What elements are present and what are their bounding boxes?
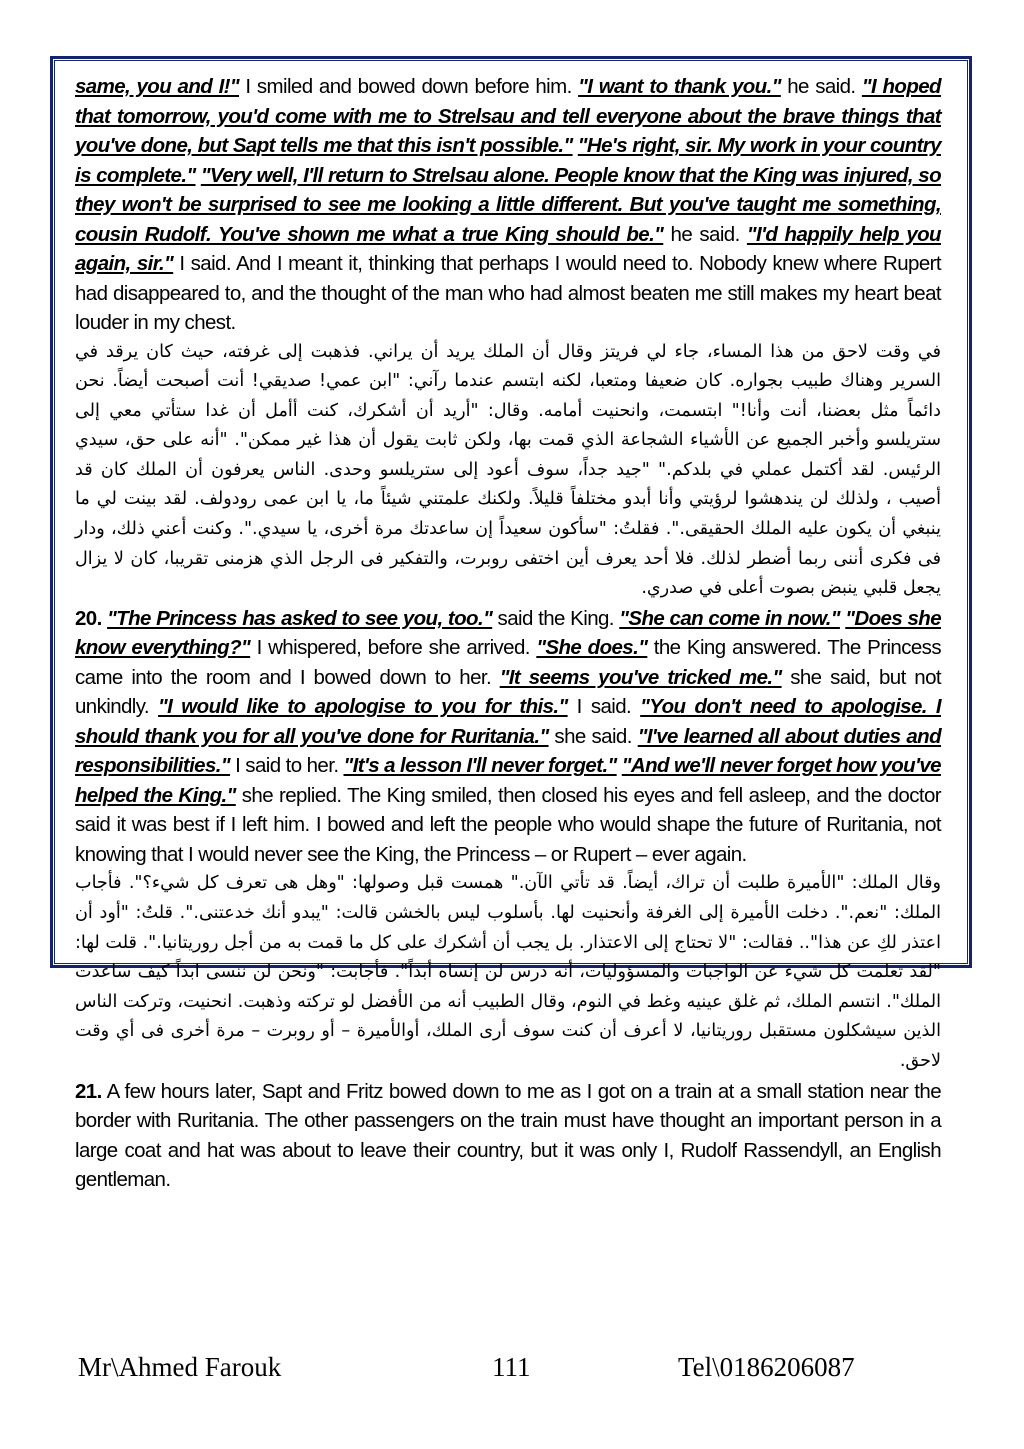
narration-text: I said to her. <box>230 754 344 778</box>
paragraph-20-arabic: وقال الملك: "الأميرة طلبت أن تراك، أيضاً. قد تأتي الآن." همست قبل وصولها: "وهل هى تعرف كل شيء؟". فأجاب الملك: "نعم.". دخلت الأميرة إلى الغرفة وأنحنيت لها. بأسلوب ليس بالخشن قالت: "يبدو أنك خدعتنى.". قلتُ: "أود أن اعتذر لكِ عن هذا".. فقالت: "لا تحتاج إلى الاعتذار. بل يجب أن أشكرك على كل ما قمت به من أجل روريتانيا.". قلت لها: "لقد تعلمت كل شيء عن الواجبات والمسؤوليات، أنه درس لن إنساه أبداً". فأجابت: "ونحن لن ننسى ابداً كيف ساعدت الملك". انتسم الملك، ثم غلق عينيه وغط في النوم، وقال الطبيب أنه من الأفضل لو تركته وذهبت. انحنيت، وتركت الناس الذين سيشكلون مستقبل روريتانيا، لا أعرف أن كنت سوف أرى الملك، أوالأميرة – أو روبرت – مرة أخرى فى أي وقت لاحق. <box>75 873 941 1071</box>
dialogue-quote: "She does." <box>536 636 648 660</box>
dialogue-quote: "It's a lesson I'll never forget." <box>343 754 617 778</box>
paragraph-19-english <box>75 72 941 338</box>
dialogue-quote: "I want to thank you." <box>578 75 781 98</box>
dialogue-quote: "I would like to apologise to you for this." <box>158 695 568 719</box>
narration-text: I said. <box>567 695 641 719</box>
page-number: 111 <box>492 1352 531 1382</box>
dialogue-quote: "I've learned all about duties and responsibilities." <box>75 724 942 778</box>
dialogue-quote: "He's right, sir. My work in your country is complete." <box>75 134 941 187</box>
paragraph-21-english <box>75 1077 941 1195</box>
narration-text: she said. <box>548 724 638 748</box>
page-content <box>75 72 941 1195</box>
dialogue-quote: "I hoped that tomorrow, you'd come with me to Strelsau and tell everyone about the brave things that you've done, but Sapt tells me that this isn't possible." <box>75 75 941 157</box>
narration-text: I whispered, before she arrived. <box>250 636 537 660</box>
narration-text: I said. And I meant it, thinking that perhaps I would need to. Nobody knew where Rupert had disappeared to, and the thought of the man who had almost beaten me still makes my heart beat louder in my chest. <box>75 252 941 334</box>
narration-text: he said. <box>780 75 862 98</box>
paragraph-text: A few hours later, Sapt and Fritz bowed down to me as I got on a train at a small station near the border with Ruritania. The other passengers on the train must have thought an important person in a large coat and hat was about to leave their country, but it was only I, Rudolf Rassendyll, an English gentleman. <box>75 1079 941 1191</box>
narration-text: he said. <box>663 222 747 246</box>
paragraph-number: 20. <box>75 606 102 630</box>
narration-text: she said, but not unkindly. <box>75 665 941 719</box>
dialogue-quote: "It seems you've tricked me." <box>499 665 782 689</box>
dialogue-quote: "Very well, I'll return to Strelsau alone. People know that the King was injured, so they won't be surprised to see me looking a little different. But you've taught me something, cousin Rudolf. You've shown me what a true King should be." <box>75 163 941 246</box>
dialogue-quote: "I'd happily help you again, sir." <box>75 222 941 275</box>
dialogue-quote: same, you and I!" <box>75 75 240 98</box>
author-name: Mr\Ahmed Farouk <box>78 1352 282 1382</box>
dialogue-quote: "The Princess has asked to see you, too." <box>107 606 493 630</box>
dialogue-quote: "Does she know everything?" <box>75 606 942 660</box>
dialogue-quote: "She can come in now." <box>619 606 840 630</box>
paragraph-20-english <box>75 604 941 870</box>
narration-text: the King answered. The Princess came into the room and I bowed down to her. <box>75 636 941 689</box>
paragraph-19-arabic: في وقت لاحق من هذا المساء، جاء لي فريتز وقال أن الملك يريد أن يراني. فذهبت إلى غرفته، حيث كان يرقد في السرير وهناك طبيب بجواره. كان ضعيفا ومتعبا، لكنه ابتسم عندما رآني: "ابن عمي! صديقي! أنت أصبحت أيضاً. نحن دائماً مثل بعضنا، أنت وأنا!" ابتسمت، وانحنيت أمامه. وقال: "أريد أن أشكرك، كنت أأمل أن غدا ستأتي معي إلى ستريلسو وأخبر الجميع عن الأشياء الشجاعة الذي قمت بها، ولكن ثابت يقول أن هذا غير ممكن". "أنه على حق، سيدي الرئيس. لقد أكتمل عملي في بلدكم." "جيد جداً، سوف أعود إلى ستريلسو وحدى. الناس يعرفون أن الملك كان قد أصيب ، ولذلك لن يندهشوا لرؤيتي وأنا أبدو مختلفاً قليلاً. ولكنك علمتني شيئاً ما، يا ابن عمى رودولف. لقد بينت لي ما ينبغي أن يكون عليه الملك الحقيقى.". فقلتُ: "سأكون سعيداً إن ساعدتك مرة أخرى، يا سيدي.". وكنت أعني ذلك، ودار فى فكرى أننى ربما أضطر لذلك. فلا أحد يعرف أين اختفى روبرت، والتفكير فى الرجل الذي هزمنى تقريبا، كان لا يزال يجعل قلبي ينبض بصوت أعلى في صدري. <box>75 341 941 599</box>
narration-text: she replied. The King smiled, then closed his eyes and fell asleep, and the doctor said it was best if I left him. I bowed and left the people who would shape the future of Ruritania, not knowing that I would never see the King, the Princess – or Rupert – ever again. <box>75 783 942 866</box>
phone-number: Tel\0186206087 <box>678 1352 855 1382</box>
paragraph-number: 21. <box>75 1079 102 1103</box>
dialogue-quote: "You don't need to apologise. I should thank you for all you've done for Ruritania." <box>75 695 942 748</box>
dialogue-quote: "And we'll never forget how you've helped the King." <box>75 754 941 807</box>
narration-text: I smiled and bowed down before him. <box>239 75 579 98</box>
narration-text: said the King. <box>492 606 620 630</box>
